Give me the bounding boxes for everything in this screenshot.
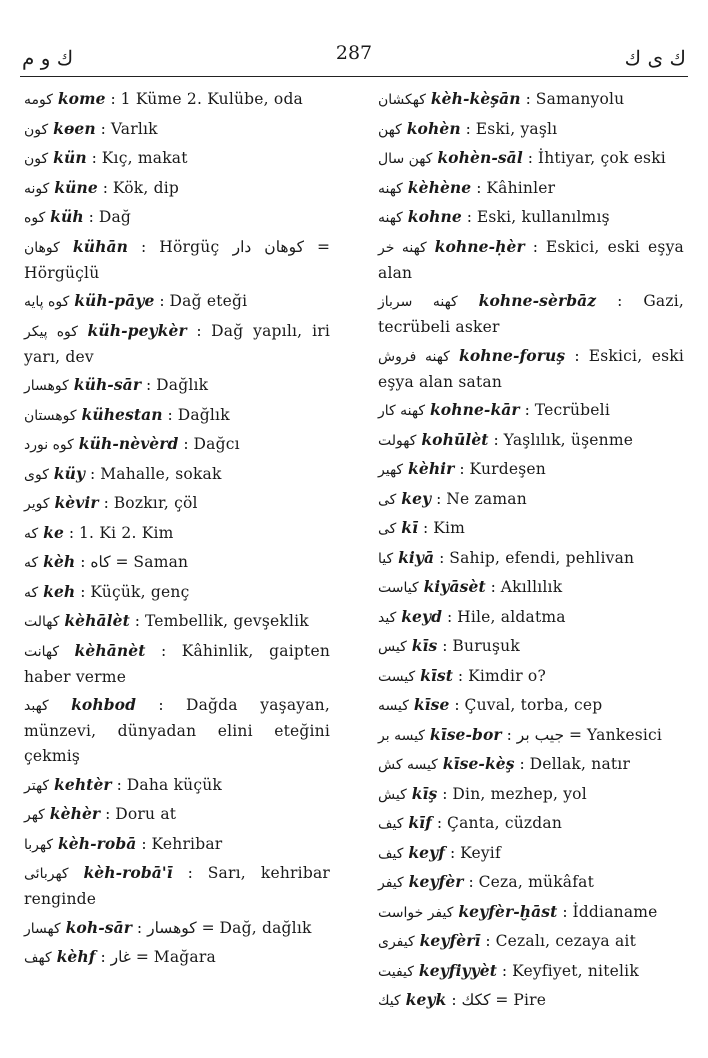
entry-headword: keyfèrī bbox=[419, 931, 481, 950]
entry-arabic: كيفرى bbox=[378, 934, 415, 950]
entry-definition: Dağ eteği bbox=[169, 292, 248, 310]
dictionary-entry: كهنه كار kohne-kār : Tecrübeli bbox=[378, 400, 610, 419]
entry-arabic: كوه bbox=[24, 210, 46, 226]
entry-definition: Dağlık bbox=[177, 405, 230, 424]
dictionary-entry: كهبد kohbod : Dağda yaşayan, münzevi, dünyadan elini eteğini çekmiş bbox=[24, 695, 330, 765]
entry-headword: kohne-ḥèr bbox=[434, 236, 525, 256]
entry-headword: keyfiyyèt bbox=[418, 960, 497, 980]
entry-arabic: كه bbox=[24, 555, 39, 571]
entry-definition: كاه = Saman bbox=[90, 553, 189, 571]
dictionary-entry: كهن سال kohèn-sāl : İhtiyar, çok eski bbox=[378, 148, 666, 167]
entry-headword: kèh-robā bbox=[57, 833, 137, 853]
dictionary-entry: كهنه kohne : Eski, kullanılmış bbox=[378, 207, 610, 226]
entry-headword: kөen bbox=[53, 118, 96, 138]
entry-arabic: كهف bbox=[24, 950, 52, 966]
dictionary-entry: كوه پايه küh-pāye : Dağ eteği bbox=[24, 291, 248, 310]
entry-headword: ke bbox=[43, 522, 64, 542]
entry-arabic: كهانت bbox=[24, 643, 60, 660]
dictionary-entry: كوه küh : Dağ bbox=[24, 207, 132, 226]
dictionary-entry: كهالت kèhālèt : Tembellik, gevşeklik bbox=[24, 611, 309, 630]
entry-definition: Çanta, cüzdan bbox=[447, 814, 562, 832]
entry-headword: kohne bbox=[407, 207, 462, 226]
entry-arabic: كه bbox=[24, 525, 39, 542]
dictionary-entry: كهتر kehtèr : Daha küçük bbox=[24, 774, 223, 794]
entry-definition: Çuval, torba, cep bbox=[464, 696, 603, 714]
entry-arabic: كى bbox=[378, 491, 397, 508]
dictionary-entry: كومه kome : 1 Küme 2. Kulübe, oda bbox=[24, 89, 304, 108]
entry-arabic: كونه bbox=[24, 180, 50, 197]
entry-headword: kome bbox=[57, 89, 106, 108]
entry-arabic: كيف bbox=[378, 816, 404, 832]
dictionary-entry: كه keh : Küçük, genç bbox=[24, 581, 190, 601]
entry-arabic: كهسار bbox=[24, 920, 61, 937]
entry-headword: kühestan bbox=[81, 404, 163, 424]
dictionary-entry: كهسار koh-sār : كوهسار = Dağ, dağlık bbox=[24, 917, 312, 937]
dictionary-entry: كهربائى kèh-robā'ī : Sarı, kehribar renginde bbox=[24, 863, 330, 908]
dictionary-entry: كوه پيكر küh-peykèr : Dağ yapılı, iri yarı, dev bbox=[24, 320, 330, 366]
entry-definition: 1 Küme 2. Kulübe, oda bbox=[120, 90, 304, 108]
entry-definition: Keyif bbox=[460, 843, 501, 862]
page-number: 287 bbox=[335, 42, 373, 64]
entry-definition: Dağlık bbox=[156, 376, 209, 394]
entry-headword: keh bbox=[43, 581, 76, 601]
dictionary-entry: كهربا kèh-robā : Kehribar bbox=[24, 833, 223, 853]
dictionary-entry: كيست kīst : Kimdir o? bbox=[378, 665, 546, 685]
entry-headword: küh-peykèr bbox=[87, 320, 187, 340]
entry-definition: Varlık bbox=[110, 119, 158, 138]
entry-headword: kèh bbox=[43, 552, 76, 571]
entry-arabic: كهربا bbox=[24, 836, 54, 853]
entry-definition: ككك = Pire bbox=[461, 991, 547, 1009]
entry-arabic: كهولت bbox=[378, 432, 417, 449]
entry-headword: kohèn-sāl bbox=[437, 148, 523, 167]
entry-arabic: كهن bbox=[378, 121, 402, 138]
dictionary-entry: كى kī : Kim bbox=[378, 518, 466, 537]
entry-headword: kīf bbox=[408, 813, 432, 832]
entry-arabic: كهنه bbox=[378, 210, 403, 226]
entry-arabic: كوه پايه bbox=[24, 294, 70, 310]
entry-headword: kohne-kār bbox=[429, 400, 520, 419]
entry-arabic: كيفيت bbox=[378, 963, 414, 980]
dictionary-entry: كيف keyf : Keyif bbox=[378, 842, 501, 862]
entry-definition: Sarı, kehribar renginde bbox=[24, 864, 330, 908]
entry-headword: küh-sār bbox=[73, 375, 142, 394]
entry-headword: key bbox=[401, 488, 432, 508]
header-left-guide: ك و م bbox=[22, 46, 74, 70]
dictionary-entry: كهير kèhir : Kurdeşen bbox=[378, 459, 546, 478]
dictionary-entry: كيفيت keyfiyyèt : Keyfiyet, nitelik bbox=[378, 960, 639, 980]
entry-definition: Cezalı, cezaya ait bbox=[495, 932, 636, 950]
entry-arabic: كون bbox=[24, 151, 49, 167]
entry-definition: Kâhinler bbox=[486, 178, 556, 197]
entry-headword: kīse-kèş bbox=[442, 754, 515, 773]
dictionary-entry: كوهان kühān : Hörgüç كوهان دار = Hörgüçlü bbox=[24, 236, 331, 282]
dictionary-entry: كون kөen : Varlık bbox=[24, 118, 158, 138]
entry-headword: küne bbox=[54, 177, 98, 197]
entry-headword: keyf bbox=[408, 842, 446, 862]
entry-definition: Hörgüç كوهان دار = Hörgüçlü bbox=[24, 237, 331, 282]
dictionary-entry: كيسه kīse : Çuval, torba, cep bbox=[378, 695, 603, 714]
entry-arabic: كهتر bbox=[24, 777, 50, 794]
dictionary-entry: كيسه كش kīse-kèş : Dellak, natır bbox=[378, 754, 631, 773]
entry-definition: Keyfiyet, nitelik bbox=[512, 961, 639, 980]
dictionary-entry: كيفر keyfèr : Ceza, mükâfat bbox=[378, 872, 595, 891]
entry-arabic: كيا bbox=[378, 550, 394, 567]
entry-definition: Ne zaman bbox=[446, 489, 527, 508]
dictionary-entry: كهنه kèhène : Kâhinler bbox=[378, 177, 556, 197]
entry-headword: keyfèr-ḫāst bbox=[458, 901, 558, 921]
dictionary-entry: كيش kīş : Din, mezhep, yol bbox=[378, 783, 587, 803]
entry-arabic: كهن سال bbox=[378, 151, 433, 167]
entry-arabic: كهر bbox=[24, 807, 45, 823]
entry-definition: Dağ yapılı, iri yarı, dev bbox=[24, 321, 330, 366]
entry-headword: kèh-kèşān bbox=[430, 89, 521, 108]
dictionary-entry: كهانت kèhānèt : Kâhinlik, gaipten haber verme bbox=[24, 640, 330, 686]
entry-definition: Ceza, mükâfat bbox=[478, 873, 595, 891]
entry-arabic: كوهستان bbox=[24, 407, 77, 424]
entry-arabic: كوهان bbox=[24, 239, 60, 256]
entry-definition: غار = Mağara bbox=[110, 948, 216, 966]
entry-definition: Daha küçük bbox=[126, 775, 223, 794]
entry-definition: Mahalle, sokak bbox=[100, 464, 222, 483]
dictionary-entry: كهنه خر kohne-ḥèr : Eskici, eski eşya alan bbox=[378, 236, 684, 282]
dictionary-entry: كيفر خواست keyfèr-ḫāst : İddianame bbox=[378, 901, 658, 921]
entry-arabic: كوه نورد bbox=[24, 437, 74, 453]
entry-definition: Hile, aldatma bbox=[457, 607, 566, 626]
entry-headword: kiyā bbox=[398, 547, 435, 567]
entry-arabic: كيفر bbox=[378, 875, 404, 891]
entry-definition: Küçük, genç bbox=[90, 582, 190, 601]
entry-arabic: كهنه bbox=[378, 180, 403, 197]
entry-headword: keyk bbox=[405, 990, 447, 1009]
entry-arabic: كهنه فروش bbox=[378, 348, 450, 365]
entry-definition: Eski, kullanılmış bbox=[476, 208, 610, 226]
entry-arabic: كهبد bbox=[24, 698, 49, 714]
dictionary-entry: كهولت kohūlèt : Yaşlılık, üşenme bbox=[378, 429, 634, 449]
entry-headword: kī bbox=[401, 518, 419, 537]
entry-definition: Dellak, natır bbox=[529, 755, 631, 773]
entry-definition: Dağda yaşayan, münzevi, dünyadan elini eteğini çekmiş bbox=[24, 696, 330, 765]
entry-headword: kèvir bbox=[54, 493, 99, 512]
entry-arabic: كهالت bbox=[24, 614, 60, 630]
entry-headword: kèhir bbox=[408, 459, 455, 478]
entry-headword: kèhālèt bbox=[64, 611, 130, 630]
entry-arabic: كهربائى bbox=[24, 866, 69, 882]
entry-arabic: كه bbox=[24, 584, 39, 601]
entry-definition: جيب بر = Yankesici bbox=[516, 725, 663, 744]
dictionary-entry: كيسه بر kīse-bor : جيب بر = Yankesici bbox=[378, 724, 663, 744]
entry-arabic: كوه پيكر bbox=[24, 323, 78, 340]
dictionary-entry: كون kün : Kıç, makat bbox=[24, 148, 188, 167]
entry-headword: kèhf bbox=[56, 947, 96, 966]
page-header bbox=[22, 40, 686, 72]
dictionary-entry: كى key : Ne zaman bbox=[378, 488, 527, 508]
entry-arabic: كومه bbox=[24, 92, 53, 108]
entry-arabic: كياست bbox=[378, 580, 419, 596]
entry-arabic: كوى bbox=[24, 466, 49, 483]
entry-definition: Kim bbox=[433, 519, 466, 537]
entry-definition: Tecrübeli bbox=[534, 401, 610, 419]
entry-headword: kohne-foruş bbox=[458, 345, 566, 365]
entry-definition: كوهسار = Dağ, dağlık bbox=[147, 918, 312, 937]
entry-definition: Buruşuk bbox=[452, 637, 520, 655]
entry-arabic: كيس bbox=[378, 639, 407, 655]
entry-arabic: كيد bbox=[378, 609, 397, 626]
entry-definition: Kimdir o? bbox=[468, 666, 546, 685]
entry-definition: Eski, yaşlı bbox=[475, 119, 558, 138]
entry-headword: kohne-sèrbāz bbox=[478, 291, 597, 310]
entry-headword: keyd bbox=[401, 606, 443, 626]
entry-arabic: كيسه بر bbox=[378, 727, 425, 744]
entry-arabic: كوهسار bbox=[24, 378, 69, 394]
dictionary-entry: كوير kèvir : Bozkır, çöl bbox=[24, 493, 198, 512]
entry-headword: kiyāsèt bbox=[423, 577, 486, 596]
entry-headword: kohūlèt bbox=[421, 429, 489, 449]
dictionary-entry: كهنه سرباز kohne-sèrbāz : Gazi, tecrübeli asker bbox=[378, 291, 685, 336]
entry-headword: küy bbox=[53, 463, 86, 483]
entry-headword: küh-pāye bbox=[74, 291, 155, 310]
dictionary-entry: كيد keyd : Hile, aldatma bbox=[378, 606, 566, 626]
dictionary-entry: كيفرى keyfèrī : Cezalı, cezaya ait bbox=[378, 931, 636, 950]
entry-arabic: كيسه كش bbox=[378, 757, 438, 773]
entry-definition: Dağ bbox=[98, 208, 132, 226]
entry-headword: kohèn bbox=[406, 118, 461, 138]
entry-definition: Tembellik, gevşeklik bbox=[144, 612, 309, 630]
entry-arabic: كيسه bbox=[378, 698, 409, 714]
entry-arabic: كهنه خر bbox=[378, 239, 427, 256]
entry-definition: Kehribar bbox=[151, 834, 223, 853]
dictionary-entry: كيك keyk : ككك = Pire bbox=[378, 990, 547, 1009]
entry-headword: kèhène bbox=[407, 177, 472, 197]
dictionary-entry: كونه küne : Kök, dip bbox=[24, 177, 180, 197]
entry-headword: kèh-robā'ī bbox=[83, 863, 173, 882]
dictionary-entry: كياست kiyāsèt : Akıllılık bbox=[378, 577, 563, 596]
dictionary-entry: كهكشان kèh-kèşān : Samanyolu bbox=[378, 89, 625, 108]
left-column bbox=[24, 86, 330, 974]
entry-arabic: كهنه سرباز bbox=[378, 294, 458, 310]
entry-definition: Sahip, efendi, pehlivan bbox=[449, 548, 635, 567]
entry-arabic: كهكشان bbox=[378, 92, 426, 108]
entry-headword: kīs bbox=[411, 636, 438, 655]
entry-definition: Yaşlılık, üşenme bbox=[503, 430, 634, 449]
entry-arabic: كيست bbox=[378, 668, 416, 685]
dictionary-entry: كهنه فروش kohne-foruş : Eskici, eski eşya alan satan bbox=[378, 345, 684, 391]
entry-arabic: كهنه كار bbox=[378, 403, 425, 419]
entry-arabic: كى bbox=[378, 521, 397, 537]
entry-headword: kèhānèt bbox=[74, 640, 146, 660]
dictionary-entry: كيس kīs : Buruşuk bbox=[378, 636, 520, 655]
dictionary-entry: كيا kiyā : Sahip, efendi, pehlivan bbox=[378, 547, 635, 567]
dictionary-entry: كوى küy : Mahalle, sokak bbox=[24, 463, 222, 483]
entry-definition: Eskici, eski eşya alan bbox=[378, 237, 684, 282]
entry-headword: kohbod bbox=[71, 695, 137, 714]
entry-definition: İhtiyar, çok eski bbox=[537, 149, 666, 167]
entry-definition: Akıllılık bbox=[500, 578, 563, 596]
entry-definition: 1. Ki 2. Kim bbox=[79, 523, 174, 542]
entry-headword: kīş bbox=[411, 783, 438, 803]
dictionary-entry: كوهستان kühestan : Dağlık bbox=[24, 404, 230, 424]
entry-definition: Eskici, eski eşya alan satan bbox=[378, 346, 684, 391]
entry-arabic: كيف bbox=[378, 845, 404, 862]
entry-arabic: كيش bbox=[378, 786, 407, 803]
dictionary-entry: كيف kīf : Çanta, cüzdan bbox=[378, 813, 562, 832]
entry-arabic: كيفر خواست bbox=[378, 904, 454, 921]
entry-headword: kün bbox=[53, 148, 87, 167]
dictionary-entry: كهف kèhf : غار = Mağara bbox=[24, 947, 216, 966]
entry-arabic: كهير bbox=[378, 462, 404, 478]
entry-arabic: كوير bbox=[24, 496, 50, 512]
entry-headword: keyfèr bbox=[408, 872, 464, 891]
dictionary-entry: كوهسار küh-sār : Dağlık bbox=[24, 375, 209, 394]
entry-headword: koh-sār bbox=[65, 917, 132, 937]
entry-definition: Kurdeşen bbox=[469, 460, 546, 478]
dictionary-entry: كهر kèhèr : Doru at bbox=[24, 804, 177, 823]
entry-arabic: كيك bbox=[378, 993, 401, 1009]
entry-arabic: كون bbox=[24, 121, 49, 138]
right-column bbox=[378, 86, 684, 1017]
entry-definition: Kök, dip bbox=[112, 178, 180, 197]
entry-headword: kèhèr bbox=[49, 804, 101, 823]
entry-headword: kīst bbox=[420, 665, 453, 685]
dictionary-entry: كهن kohèn : Eski, yaşlı bbox=[378, 118, 558, 138]
entry-definition: Gazi, tecrübeli asker bbox=[378, 292, 685, 336]
entry-definition: Dağcı bbox=[193, 435, 240, 453]
dictionary-entry: كه kèh : كاه = Saman bbox=[24, 552, 189, 571]
entry-headword: küh bbox=[50, 207, 84, 226]
entry-definition: Kâhinlik, gaipten haber verme bbox=[24, 641, 330, 686]
dictionary-entry: كوه نورد küh-nèvèrd : Dağcı bbox=[24, 434, 240, 453]
entry-definition: Samanyolu bbox=[535, 90, 625, 108]
header-right-guide: ك ی ك bbox=[624, 46, 686, 70]
header-rule bbox=[20, 76, 688, 77]
entry-definition: Kıç, makat bbox=[101, 149, 188, 167]
entry-headword: kīse-bor bbox=[429, 724, 502, 744]
entry-definition: Bozkır, çöl bbox=[113, 494, 198, 512]
dictionary-entry: كه ke : 1. Ki 2. Kim bbox=[24, 522, 174, 542]
entry-definition: İddianame bbox=[572, 902, 658, 921]
entry-headword: kühān bbox=[72, 236, 128, 256]
entry-headword: küh-nèvèrd bbox=[78, 434, 179, 453]
entry-headword: kehtèr bbox=[54, 774, 112, 794]
entry-definition: Din, mezhep, yol bbox=[452, 784, 587, 803]
entry-definition: Doru at bbox=[115, 805, 177, 823]
entry-headword: kīse bbox=[413, 695, 450, 714]
